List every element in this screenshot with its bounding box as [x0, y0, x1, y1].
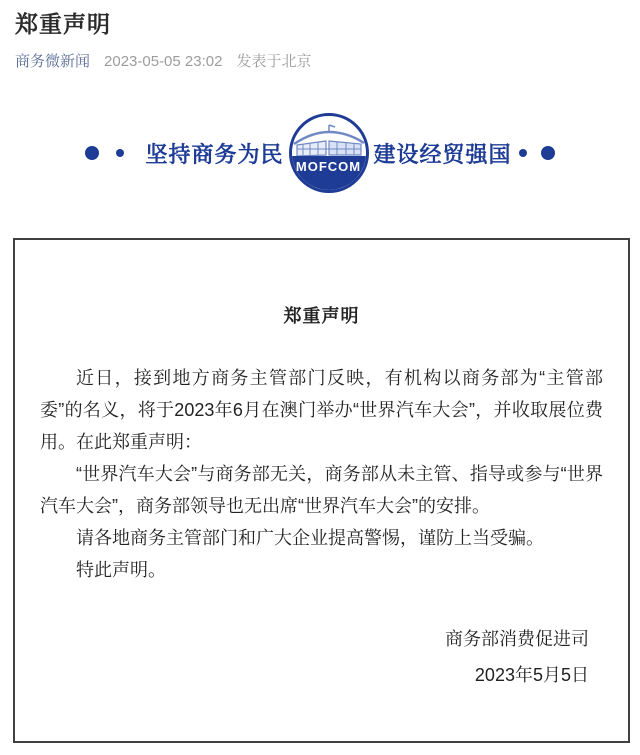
signature-date: 2023年5月5日	[474, 665, 589, 685]
article-meta	[15, 53, 625, 71]
statement-paragraph-3: 请各地商务主管部门和广大企业提高警惕，谨防上当受骗。	[76, 528, 544, 548]
statement-paragraph-4: 特此声明。	[76, 560, 166, 580]
statement-title: 郑重声明	[283, 306, 360, 326]
decorative-dot-large-right	[541, 146, 555, 160]
decorative-dot-large-left	[85, 146, 99, 160]
mofcom-banner	[0, 113, 640, 193]
banner-slogan-right: 建设经贸强国	[373, 141, 512, 167]
publish-timestamp: 2023-05-05 23:02	[104, 53, 223, 70]
decorative-dot-small-left	[116, 149, 124, 157]
article-header	[0, 0, 640, 71]
signature-department: 商务部消费促进司	[445, 629, 589, 649]
logo-text: MOFCOM	[295, 159, 362, 174]
statement-paragraph-1: 近日，接到地方商务主管部门反映，有机构以商务部为“主管部委”的名义，将于2023年6月在澳门举办“世界汽车大会”，并收取展位费用。在此郑重声明：	[40, 368, 603, 452]
page-title: 郑重声明	[15, 11, 111, 37]
mofcom-logo-icon	[289, 113, 369, 193]
statement-box	[13, 238, 630, 743]
statement-body	[40, 362, 603, 586]
logo-band	[289, 156, 369, 193]
banner-slogan-left: 坚持商务为民	[145, 141, 284, 167]
decorative-dot-small-right	[519, 149, 527, 157]
publish-location: 发表于北京	[236, 53, 312, 70]
statement-paragraph-2: “世界汽车大会”与商务部无关，商务部从未主管、指导或参与“世界汽车大会”，商务部领导也无出席“世界汽车大会”的安排。	[40, 464, 603, 516]
account-link[interactable]: 商务微新闻	[15, 53, 91, 70]
